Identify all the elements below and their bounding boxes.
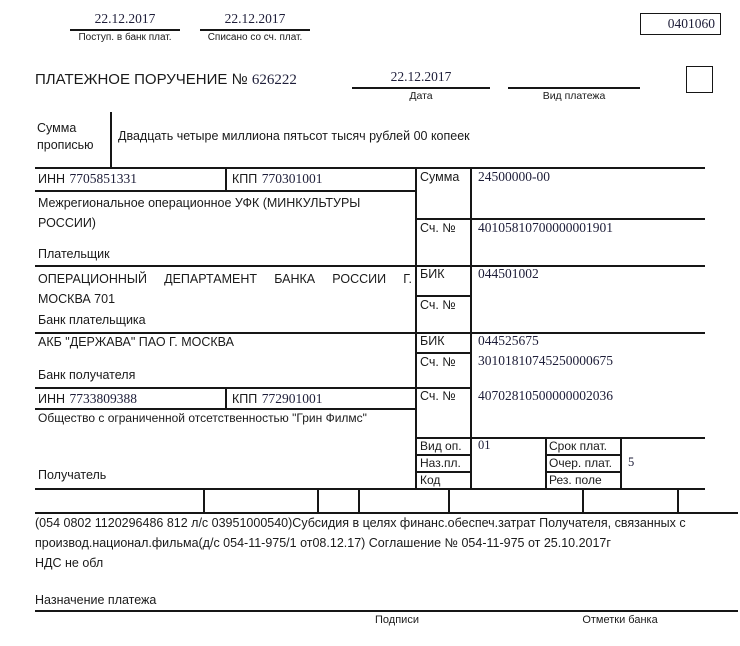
purpose-line: НДС не обл [35, 556, 104, 570]
amount-words-value: Двадцать четыре миллиона пятьсот тысяч рублей 00 копеек [118, 129, 470, 143]
beneficiary-inn-value: 7733809388 [69, 391, 137, 406]
document-date-underline [352, 87, 490, 89]
beneficiary-bank-bik-value: 044525675 [478, 333, 539, 348]
code-label: Код [420, 473, 441, 487]
purpose-line: (054 0802 1120296486 812 л/с 03951000540)Субсидия в целях финанс.обеспеч.затрат Получателя, связанных с [35, 516, 686, 530]
marks-cell-divider [317, 488, 319, 512]
table-line [35, 512, 738, 514]
amount-label: Сумма [420, 170, 460, 184]
payer-inn-value: 7705851331 [69, 171, 137, 186]
table-line [225, 387, 227, 408]
signatures-label: Подписи [375, 614, 419, 626]
beneficiary-bank-account-value: 30101810745250000675 [478, 353, 613, 368]
priority-label: Очер. плат. [549, 456, 613, 470]
priority-value: 5 [628, 455, 635, 469]
purpose-underline [35, 610, 738, 612]
payer-bank-section-label: Банк плательщика [38, 313, 146, 327]
beneficiary-bank-account-label: Сч. № [420, 355, 456, 369]
reserve-field-label: Рез. поле [549, 473, 602, 487]
payer-section-label: Плательщик [38, 247, 110, 261]
debited-date-value: 22.12.2017 [224, 11, 286, 26]
beneficiary-kpp [232, 390, 322, 408]
amount-words-divider [110, 112, 112, 167]
beneficiary-bank-name: АКБ "ДЕРЖАВА" ПАО Г. МОСКВА [38, 335, 234, 349]
operation-type-label: Вид оп. [420, 439, 462, 453]
marks-cell-divider [203, 488, 205, 512]
payer-account-label: Сч. № [420, 221, 456, 235]
amount-value: 24500000-00 [478, 169, 550, 184]
table-line [415, 167, 417, 488]
table-line [35, 408, 415, 410]
document-date-value: 22.12.2017 [390, 69, 452, 84]
marks-cell-divider [582, 488, 584, 512]
payment-type-label: Вид платежа [542, 90, 606, 102]
purpose-section-label: Назначение платежа [35, 593, 157, 607]
table-line [35, 167, 705, 169]
marks-cell-divider [448, 488, 450, 512]
received-date-label: Поступ. в банк плат. [78, 32, 172, 43]
amount-words-label: Сумма прописью [37, 121, 94, 152]
beneficiary-kpp-value: 772901001 [261, 391, 323, 406]
payer-kpp-value: 770301001 [261, 171, 323, 186]
beneficiary-inn [38, 390, 137, 408]
table-line [35, 265, 705, 267]
table-line [35, 332, 705, 334]
payer-bank-name: ОПЕРАЦИОННЫЙ ДЕПАРТАМЕНТ БАНКА РОССИИ Г. МОСКВА 701 [38, 272, 412, 306]
received-date-underline [70, 29, 180, 31]
beneficiary-bank-section-label: Банк получателя [38, 368, 136, 382]
purpose-code-label: Наз.пл. [420, 456, 461, 470]
debited-date-underline [200, 29, 310, 31]
table-line [620, 437, 622, 488]
beneficiary-account-value: 40702810500000002036 [478, 388, 613, 403]
document-date-label: Дата [409, 90, 433, 102]
beneficiary-inn-label: ИНН [38, 392, 66, 406]
due-date-label: Срок плат. [549, 439, 608, 453]
document-title-label: ПЛАТЕЖНОЕ ПОРУЧЕНИЕ № [35, 71, 248, 88]
marks-cell-divider [677, 488, 679, 512]
table-line [35, 488, 705, 490]
operation-type-value: 01 [478, 438, 491, 452]
payer-bank-bik-value: 044501002 [478, 266, 539, 281]
table-line [35, 190, 415, 192]
table-line [35, 387, 470, 389]
marks-cell-divider [358, 488, 360, 512]
beneficiary-kpp-label: КПП [232, 392, 258, 406]
purpose-line: производ.национал.фильма(д/с 054-11-975/1 от08.12.17) Соглашение № 054-11-975 от 25.10.2017г [35, 536, 611, 550]
table-line [470, 167, 472, 488]
payer-kpp-label: КПП [232, 172, 258, 186]
payer-kpp [232, 170, 322, 188]
beneficiary-name: Общество с ограниченной отсетственностью "Грин Филмс" [38, 411, 367, 425]
beneficiary-bank-bik-label: БИК [420, 334, 445, 348]
payment-type-underline [508, 87, 640, 89]
table-line [225, 167, 227, 190]
beneficiary-section-label: Получатель [38, 468, 107, 482]
document-title [35, 71, 297, 89]
debited-date-label: Списано со сч. плат. [207, 32, 303, 43]
payer-bank-bik-label: БИК [420, 267, 445, 281]
table-line [545, 437, 547, 488]
payer-name: Межрегиональное операционное УФК (МИНКУЛЬТУРЫ РОССИИ) [38, 196, 361, 230]
payer-inn-label: ИНН [38, 172, 66, 186]
beneficiary-account-label: Сч. № [420, 389, 456, 403]
payer-account-value: 40105810700000001901 [478, 220, 613, 235]
table-line [415, 295, 470, 297]
document-number: 626222 [251, 72, 297, 88]
payment-type-checkbox [686, 66, 713, 93]
form-code-box: 0401060 [640, 13, 721, 35]
received-date-value: 22.12.2017 [94, 11, 156, 26]
payer-inn [38, 170, 137, 188]
bank-marks-label: Отметки банка [582, 614, 658, 626]
table-line [415, 352, 470, 354]
payer-bank-account-label: Сч. № [420, 298, 456, 312]
